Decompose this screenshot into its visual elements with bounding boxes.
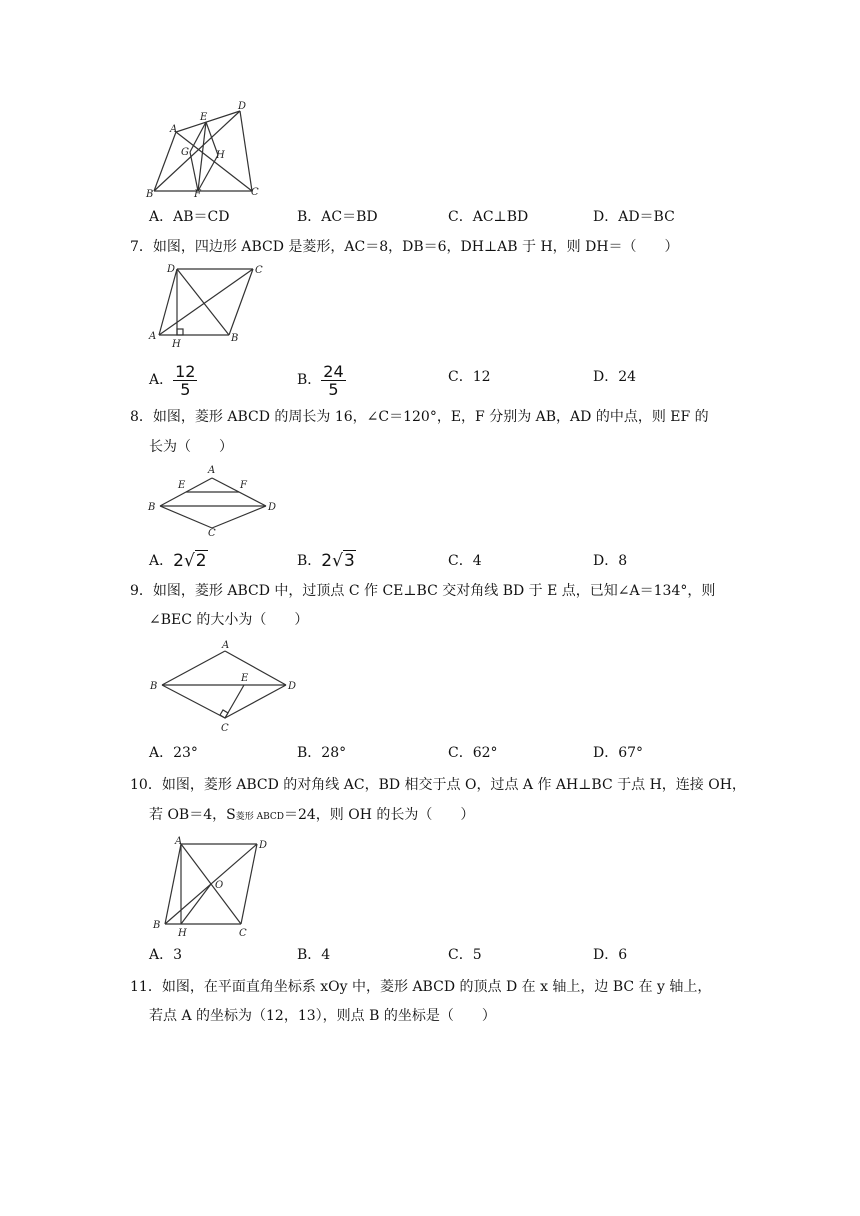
q10-label-h: H bbox=[178, 928, 187, 939]
q8-stem-line1: 8．如图，菱形 ABCD 的周长为 16，∠C＝120°，E，F 分别为 AB，AD 的中点，则 EF 的 bbox=[130, 409, 709, 425]
q6-option-d: D．AD＝BC bbox=[593, 209, 675, 225]
q7-label-a: A bbox=[149, 331, 157, 342]
q6-seg-ef bbox=[198, 122, 206, 191]
q8-edge-cb bbox=[160, 506, 212, 528]
q6-label-b: B bbox=[146, 189, 154, 200]
q7-right-angle-mark bbox=[177, 329, 183, 335]
q10-option-b: B．4 bbox=[297, 947, 331, 963]
q7-label-h: H bbox=[172, 339, 181, 349]
q6-figure bbox=[140, 98, 270, 202]
q10-option-d: D．6 bbox=[593, 947, 628, 963]
q8-option-a: A． 2√2 bbox=[149, 551, 207, 571]
q10-stem-line1: 10．如图，菱形 ABCD 的对角线 AC，BD 相交于点 O，过点 A 作 AH⊥BC 于点 H，连接 OH， bbox=[130, 777, 746, 793]
q6-edge-dc bbox=[240, 111, 252, 191]
q7-diag-db bbox=[177, 269, 229, 335]
q9-option-a: A．23° bbox=[149, 745, 198, 761]
q10-option-a: A．3 bbox=[149, 947, 183, 963]
q7-edge-bc bbox=[229, 269, 253, 335]
q9-label-d: D bbox=[288, 681, 297, 692]
q9-label-b: B bbox=[150, 681, 158, 692]
q7-label-b: B bbox=[231, 333, 239, 344]
q9-option-c: C．62° bbox=[448, 745, 498, 761]
q7-label-c: C bbox=[255, 265, 263, 276]
q6-seg-fg bbox=[190, 152, 198, 191]
q10-stem-line2: 若 OB＝4，S菱形 ABCD＝24，则 OH 的长为（ ） bbox=[149, 807, 475, 823]
q7-figure bbox=[145, 261, 265, 349]
q9-label-c: C bbox=[221, 723, 229, 734]
q7-option-a-fraction: $\frac{12}{5}$ bbox=[175, 361, 196, 399]
q6-label-c: C bbox=[251, 187, 259, 198]
q6-label-e: E bbox=[200, 112, 208, 123]
q10-label-o: O bbox=[215, 880, 224, 891]
q6-edge-ba bbox=[154, 132, 176, 191]
q6-diag-bd bbox=[154, 111, 240, 191]
q6-option-a: A．AB＝CD bbox=[149, 209, 230, 225]
q9-figure bbox=[140, 636, 305, 736]
q10-label-d: D bbox=[259, 840, 268, 851]
q9-label-a: A bbox=[222, 640, 230, 651]
q7-edge-da bbox=[159, 269, 177, 335]
q9-edge-ba bbox=[162, 651, 225, 685]
q9-edge-ad bbox=[225, 651, 286, 685]
q9-option-b: B．28° bbox=[297, 745, 347, 761]
q10-label-b: B bbox=[153, 920, 161, 931]
q8-figure bbox=[140, 460, 285, 536]
q8-label-c: C bbox=[208, 528, 216, 536]
q9-option-d: D．67° bbox=[593, 745, 644, 761]
q7-option-b: B． $\frac{24}{5}$ bbox=[297, 361, 344, 399]
q7-option-b-fraction: $\frac{24}{5}$ bbox=[323, 361, 344, 399]
q8-label-d: D bbox=[268, 502, 277, 513]
q8-option-d: D．8 bbox=[593, 553, 628, 569]
q7-option-c: C．12 bbox=[448, 369, 491, 385]
q8-stem-line2: 长为（ ） bbox=[149, 439, 233, 455]
q8-edge-dc bbox=[212, 506, 266, 528]
q7-label-d: D bbox=[167, 264, 176, 275]
q8-label-f: F bbox=[240, 480, 247, 491]
q8-option-a-radical: 2√2 bbox=[173, 551, 207, 571]
q6-label-f: F bbox=[194, 189, 201, 200]
q8-option-b: B． 2√3 bbox=[297, 551, 355, 571]
q10-label-c: C bbox=[239, 928, 247, 939]
q8-label-a: A bbox=[208, 465, 216, 476]
q10-figure bbox=[145, 832, 275, 940]
q11-stem-line1: 11．如图，在平面直角坐标系 xOy 中，菱形 ABCD 的顶点 D 在 x 轴上，边 BC 在 y 轴上， bbox=[130, 979, 712, 995]
q10-label-a: A bbox=[175, 836, 183, 847]
q9-stem-line2: ∠BEC 的大小为（ ） bbox=[149, 612, 309, 628]
q8-option-c: C．4 bbox=[448, 553, 482, 569]
q6-label-d: D bbox=[238, 101, 247, 112]
q7-option-d: D．24 bbox=[593, 369, 637, 385]
q7-option-a: A． $\frac{12}{5}$ bbox=[149, 361, 196, 399]
q9-stem-line1: 9．如图，菱形 ABCD 中，过顶点 C 作 CE⊥BC 交对角线 BD 于 E 点，已知∠A＝134°，则 bbox=[130, 583, 716, 599]
q10-seg-oh bbox=[181, 884, 211, 924]
q10-option-c: C．5 bbox=[448, 947, 482, 963]
q7-diag-ac bbox=[159, 269, 253, 335]
q6-label-a: A bbox=[170, 124, 178, 135]
q8-label-b: B bbox=[148, 502, 156, 513]
q9-label-e: E bbox=[241, 673, 249, 684]
q6-option-c: C．AC⊥BD bbox=[448, 209, 529, 225]
q6-label-h: H bbox=[216, 150, 225, 161]
q8-option-b-radical: 2√3 bbox=[321, 551, 355, 571]
q9-edge-cb bbox=[162, 685, 225, 718]
q11-stem-line2: 若点 A 的坐标为（12，13），则点 B 的坐标是（ ） bbox=[149, 1008, 496, 1024]
q8-label-e: E bbox=[178, 480, 186, 491]
q7-stem: 7．如图，四边形 ABCD 是菱形，AC＝8，DB＝6，DH⊥AB 于 H，则 DH＝（ ） bbox=[130, 239, 679, 255]
q6-label-g: G bbox=[181, 147, 189, 158]
q6-option-b: B．AC＝BD bbox=[297, 209, 378, 225]
